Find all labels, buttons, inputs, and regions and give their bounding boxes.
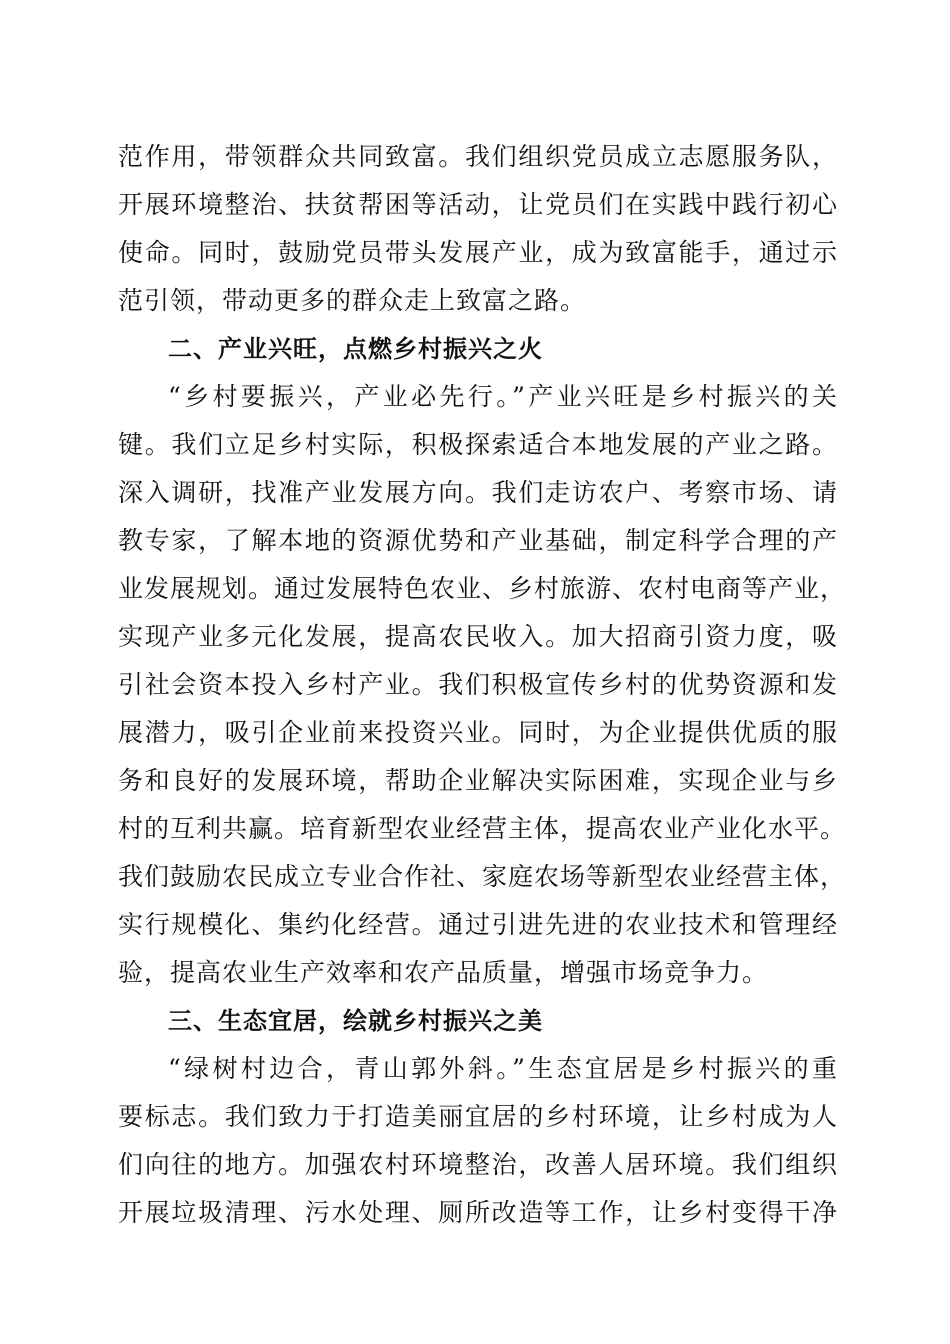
text-line: 业发展规划。通过发展特色农业、乡村旅游、农村电商等产业， bbox=[118, 574, 847, 603]
text-line: 开展垃圾清理、污水处理、厕所改造等工作，让乡村变得干净 bbox=[118, 1198, 838, 1227]
text-line: 要标志。我们致力于打造美丽宜居的乡村环境，让乡村成为人 bbox=[118, 1102, 838, 1131]
text-line: 验，提高农业生产效率和农产品质量，增强市场竞争力。 bbox=[118, 958, 769, 987]
text-line: 我们鼓励农民成立专业合作社、家庭农场等新型农业经营主体， bbox=[118, 862, 847, 891]
text-line: 范引领，带动更多的群众走上致富之路。 bbox=[118, 286, 587, 315]
text-line: 深入调研，找准产业发展方向。我们走访农户、考察市场、请 bbox=[118, 478, 838, 507]
text-line: 键。我们立足乡村实际，积极探索适合本地发展的产业之路。 bbox=[118, 430, 838, 459]
text-line: 教专家，了解本地的资源优势和产业基础，制定科学合理的产 bbox=[118, 526, 838, 555]
text-line: 务和良好的发展环境，帮助企业解决实际困难，实现企业与乡 bbox=[118, 766, 838, 795]
text-line: 实现产业多元化发展，提高农民收入。加大招商引资力度，吸 bbox=[118, 622, 838, 651]
text-line: “乡村要振兴，产业必先行。”产业兴旺是乡村振兴的关 bbox=[168, 382, 838, 411]
text-line: 展潜力，吸引企业前来投资兴业。同时，为企业提供优质的服 bbox=[118, 718, 838, 747]
text-line: “绿树村边合，青山郭外斜。”生态宜居是乡村振兴的重 bbox=[168, 1054, 838, 1083]
section-heading-industry: 二、产业兴旺，点燃乡村振兴之火 bbox=[168, 335, 543, 363]
text-line: 使命。同时，鼓励党员带头发展产业，成为致富能手，通过示 bbox=[118, 238, 838, 267]
text-line: 村的互利共赢。培育新型农业经营主体，提高农业产业化水平。 bbox=[118, 814, 847, 843]
text-line: 们向往的地方。加强农村环境整治，改善人居环境。我们组织 bbox=[118, 1150, 838, 1179]
text-line: 实行规模化、集约化经营。通过引进先进的农业技术和管理经 bbox=[118, 910, 838, 939]
text-line: 开展环境整治、扶贫帮困等活动，让党员们在实践中践行初心 bbox=[118, 190, 838, 219]
text-line: 引社会资本投入乡村产业。我们积极宣传乡村的优势资源和发 bbox=[118, 670, 838, 699]
text-line: 范作用，带领群众共同致富。我们组织党员成立志愿服务队， bbox=[118, 142, 838, 171]
section-heading-ecology: 三、生态宜居，绘就乡村振兴之美 bbox=[168, 1007, 543, 1035]
